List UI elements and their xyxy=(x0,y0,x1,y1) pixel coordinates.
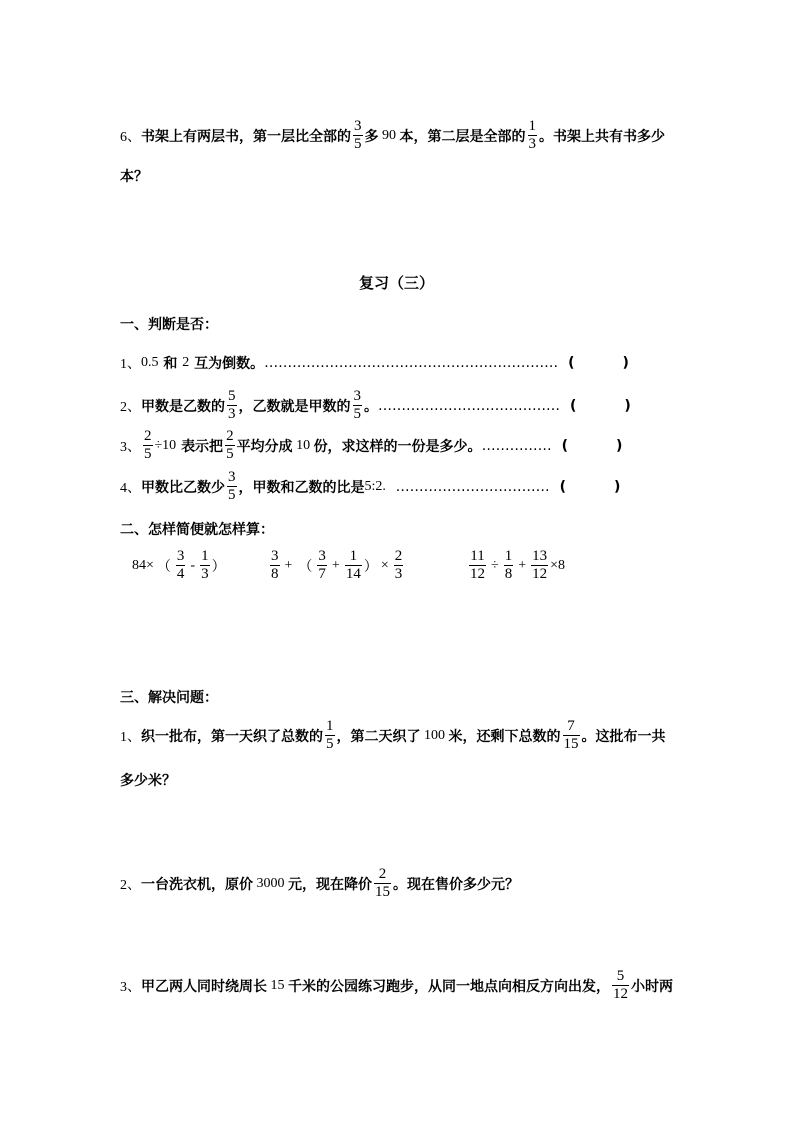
numerator: 3 xyxy=(318,548,326,564)
question-number: 3、 xyxy=(120,439,141,455)
fraction xyxy=(143,428,153,463)
fraction xyxy=(563,718,580,753)
fraction xyxy=(325,718,335,753)
fraction xyxy=(227,469,237,504)
text: ，乙数就是甲数的 xyxy=(238,398,351,415)
question-6-line2 xyxy=(120,166,148,186)
fraction xyxy=(200,548,210,583)
number: 100 xyxy=(420,727,449,743)
dot-leader: ……………………………………………………… xyxy=(264,355,559,371)
numerator: 11 xyxy=(470,548,485,564)
expression-1 xyxy=(132,548,226,583)
text: 甲数比乙数少 xyxy=(141,479,225,496)
numerator: 2 xyxy=(144,428,152,444)
denominator: 7 xyxy=(318,566,326,582)
number: 0.5 xyxy=(141,355,159,370)
answer-blank[interactable] xyxy=(566,479,614,495)
fraction xyxy=(528,118,538,153)
text: 。书架上共有书多少 xyxy=(539,128,665,145)
answer-paren-open: ( xyxy=(561,437,568,454)
denominator: 12 xyxy=(613,986,628,1002)
text: 一台洗衣机，原价 xyxy=(141,876,253,893)
judge-item-1 xyxy=(120,353,629,373)
expression-2 xyxy=(268,548,405,583)
operator: + xyxy=(518,557,527,573)
text: 甲数是乙数的 xyxy=(141,398,225,415)
fraction xyxy=(531,548,548,583)
number: 2 xyxy=(182,355,190,370)
problem-2 xyxy=(120,866,519,901)
numerator: 5 xyxy=(228,388,236,404)
numerator: 3 xyxy=(353,388,361,404)
text: ，甲数和乙数的比是 xyxy=(238,479,365,496)
section-2-heading: 二、怎样简便就怎样算： xyxy=(120,522,274,538)
dot-leader: ………………………………… xyxy=(378,397,560,414)
numerator: 2 xyxy=(378,866,387,882)
text: 书架上有两层书，第一层比全部的 xyxy=(141,128,351,145)
answer-paren-open: ( xyxy=(568,355,575,371)
text: 多少米？ xyxy=(120,773,176,789)
question-number: 1、 xyxy=(120,729,141,745)
fraction xyxy=(353,118,363,153)
numerator: 1 xyxy=(504,548,513,564)
text: 多 xyxy=(364,128,379,145)
question-number: 3、 xyxy=(120,979,141,995)
answer-paren-close: ) xyxy=(615,437,623,454)
fraction xyxy=(504,548,514,583)
numerator: 3 xyxy=(228,469,236,485)
text: 元，现在降价 xyxy=(288,876,372,893)
text: 和 xyxy=(163,356,178,372)
numerator: 2 xyxy=(226,428,234,444)
fraction xyxy=(225,428,235,463)
text: 千米的公园练习跑步，从同一地点向相反方向出发， xyxy=(288,978,610,995)
operator: - xyxy=(190,557,196,573)
section-1-heading: 一、判断是否： xyxy=(120,317,218,333)
denominator: 3 xyxy=(528,136,536,152)
denominator: 5 xyxy=(354,136,362,152)
expression-3 xyxy=(467,548,565,583)
judge-item-2 xyxy=(120,388,631,423)
problem-3 xyxy=(120,968,673,1003)
fraction xyxy=(176,548,186,583)
text: 表示把 xyxy=(181,438,224,455)
question-number: 4、 xyxy=(120,480,141,496)
numerator: 3 xyxy=(354,118,362,134)
text: 平均分成 xyxy=(236,438,293,455)
judge-item-3 xyxy=(120,428,622,463)
section-3-heading: 三、解决问题： xyxy=(120,690,218,706)
text: 。这批布一共 xyxy=(581,728,666,745)
page-title: 复习（三） xyxy=(358,274,434,292)
denominator: 5 xyxy=(326,736,334,752)
fraction xyxy=(394,548,404,583)
number: 3000 xyxy=(253,875,288,891)
fraction xyxy=(270,548,280,583)
numerator: 1 xyxy=(326,718,334,734)
denominator: 14 xyxy=(345,566,361,582)
denominator: 8 xyxy=(504,566,513,582)
paren: （ xyxy=(298,559,313,575)
denominator: 4 xyxy=(176,566,185,582)
paren: ） xyxy=(211,559,226,575)
denominator: 5 xyxy=(144,446,152,462)
fraction xyxy=(469,548,486,583)
denominator: 15 xyxy=(375,884,390,900)
text: 份，求这样的一份是多少。 xyxy=(313,438,482,455)
ratio: 5:2. xyxy=(364,478,386,494)
numerator: 5 xyxy=(616,968,625,984)
fraction xyxy=(612,968,629,1003)
denominator: 12 xyxy=(532,566,548,582)
operator: ×8 xyxy=(550,557,565,573)
fraction xyxy=(317,548,327,583)
numerator: 1 xyxy=(528,118,536,134)
denominator: 3 xyxy=(228,406,236,422)
problem-1-line1 xyxy=(120,718,666,753)
text: ，第二天织了 xyxy=(336,728,421,745)
paren: （ xyxy=(156,559,171,575)
number: 90 xyxy=(378,127,400,143)
operator: + xyxy=(331,557,340,573)
answer-paren-open: ( xyxy=(570,397,577,414)
dot-leader: …………… xyxy=(481,437,552,454)
problem-1-line2 xyxy=(120,770,176,790)
question-number: 2、 xyxy=(120,877,141,893)
answer-blank[interactable] xyxy=(575,355,623,371)
numerator: 13 xyxy=(532,548,548,564)
question-number: 1、 xyxy=(120,357,141,372)
operator: + xyxy=(284,557,293,573)
answer-paren-close: ) xyxy=(624,397,631,414)
dot-leader: …………………………… xyxy=(395,478,550,495)
numerator: 3 xyxy=(271,548,279,564)
text: 织一批布，第一天织了总数的 xyxy=(141,728,323,745)
text: 。现在售价多少元？ xyxy=(393,876,519,893)
text: 米，还剩下总数的 xyxy=(448,728,561,745)
paren: ） xyxy=(363,559,378,575)
denominator: 3 xyxy=(201,566,209,582)
answer-paren-open: ( xyxy=(559,478,567,495)
operator: × xyxy=(380,557,389,573)
fraction xyxy=(227,388,237,423)
fraction xyxy=(345,548,362,583)
denominator: 15 xyxy=(563,736,579,752)
denominator: 8 xyxy=(271,566,279,582)
text: 。 xyxy=(364,398,378,415)
answer-paren-close: ) xyxy=(614,478,621,495)
question-number: 6、 xyxy=(120,129,141,145)
text: 本？ xyxy=(120,169,148,185)
text: 本，第二层是全部的 xyxy=(399,128,526,145)
numerator: 3 xyxy=(176,548,185,564)
judge-item-4 xyxy=(120,469,620,504)
text: 甲乙两人同时绕周长 xyxy=(141,978,267,995)
question-6-line1 xyxy=(120,118,665,153)
numerator: 1 xyxy=(349,548,358,564)
answer-paren-close: ) xyxy=(622,355,629,371)
denominator: 5 xyxy=(226,446,234,462)
operator: ÷ xyxy=(491,557,499,573)
number: 10 xyxy=(292,437,314,453)
answer-blank[interactable] xyxy=(568,438,616,454)
text: 小时两 xyxy=(631,978,673,995)
denominator: 12 xyxy=(470,566,485,582)
question-number: 2、 xyxy=(120,399,141,415)
number: 15 xyxy=(267,977,288,993)
fraction xyxy=(353,388,363,423)
denominator: 5 xyxy=(228,487,236,503)
numerator: 7 xyxy=(567,718,575,734)
text: 84× xyxy=(132,557,154,573)
fraction xyxy=(374,866,391,901)
answer-blank[interactable] xyxy=(576,398,624,414)
denominator: 3 xyxy=(394,566,403,582)
numerator: 2 xyxy=(394,548,403,564)
denominator: 5 xyxy=(353,406,361,422)
text: ÷10 xyxy=(154,437,177,453)
text: 互为倒数。 xyxy=(194,356,265,372)
numerator: 1 xyxy=(201,548,209,564)
